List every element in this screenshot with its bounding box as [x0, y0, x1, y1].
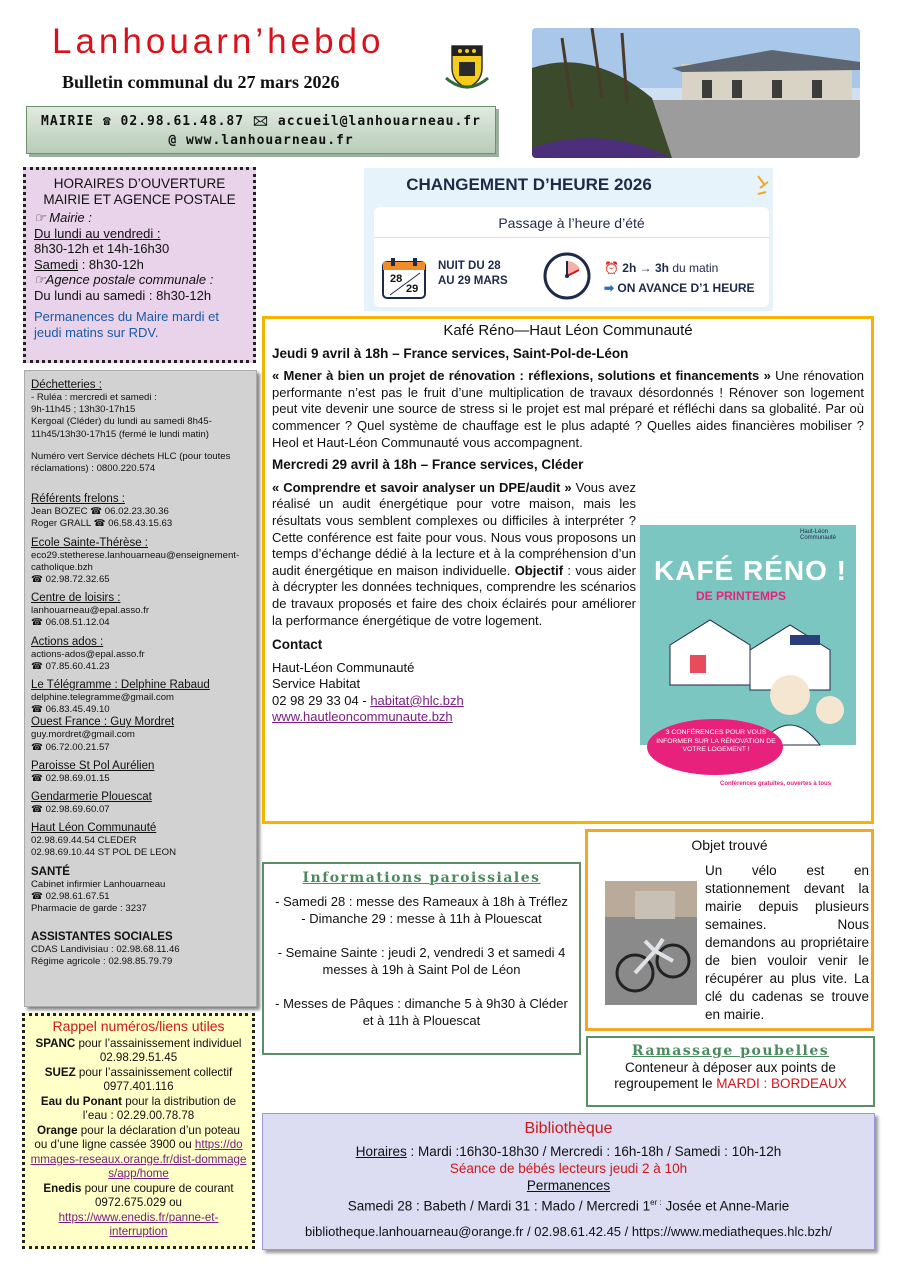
paroisse-line: - Messes de Pâques : dimanche 5 à 9h30 à Cléder et à 11h à Plouescat — [275, 996, 568, 1028]
hlc-phone: 02.98.69.10.44 ST POL DE LEON — [31, 847, 177, 859]
rappel-orange — [30, 1124, 247, 1182]
mairie-phone-email: MAIRIE ☎ 02.98.61.48.87 🖂 accueil@lanhouarneau.fr — [41, 114, 481, 129]
assistantes-title: ASSISTANTES SOCIALES — [31, 931, 173, 944]
dst-subtitle: Passage à l’heure d’été — [374, 215, 769, 238]
ouest-phone: ☎ 06.72.00.21.57 — [31, 741, 110, 753]
sante-line: Cabinet infirmier Lanhouarneau — [31, 878, 166, 890]
hours-title — [34, 176, 245, 207]
kafe-quote2: « Comprendre et savoir analyser un DPE/audit » — [272, 479, 572, 495]
biblio-permanences-line — [271, 1194, 866, 1215]
dechetteries-line: - Ruléa : mercredi et samedi : — [31, 392, 157, 403]
agence-label: ☞Agence postale communale : — [34, 272, 214, 287]
objet-text: Un vélo est en stationnement devant la mairie depuis plusieurs semaines. Nous demandons au propriétaire de bien vouloir venir le récupérer au plus vite. La clé du cadenas se trouve en mairie. — [705, 863, 869, 1022]
calendar-icon — [382, 257, 426, 299]
kafe-event2: Mercredi 29 avril à 18h – France services, Cléder — [272, 457, 584, 473]
telegramme-phone: ☎ 06.83.45.49.10 — [31, 704, 110, 716]
mairie-website[interactable]: @ www.lanhouarneau.fr — [168, 133, 354, 148]
frelons-line: Roger GRALL ☎ 06.58.43.15.63 — [31, 518, 173, 530]
daylight-saving-banner — [364, 168, 773, 311]
sante-title: SANTÉ — [31, 865, 70, 878]
rappel-orange-label: Orange — [36, 1123, 78, 1137]
mairie-label: ☞ Mairie : — [34, 210, 92, 225]
objet-title: Objet trouvé — [691, 837, 768, 853]
orange-link[interactable]: https://dommages-reseaux.orange.fr/dist-dommages/app/home — [30, 1138, 247, 1180]
frelons-line: Jean BOZEC ☎ 06.02.23.30.36 — [31, 506, 169, 518]
kafe-contact-title: Contact — [272, 637, 323, 653]
kafe-website-link[interactable]: www.hautleoncommunaute.bzh — [272, 709, 453, 725]
kafe-paragraph1 — [272, 368, 864, 451]
dechetteries-line: 9h-11h45 ; 13h30-17h15 — [31, 404, 136, 416]
enedis-link[interactable]: https://www.enedis.fr/panne-et-interruption — [58, 1210, 219, 1238]
assistantes-line: CDAS Landivisiau : 02.98.68.11.46 — [31, 944, 180, 956]
loisirs-email[interactable]: lanhouarneau@epal.asso.fr — [31, 605, 150, 617]
loisirs-title: Centre de loisirs : — [31, 592, 121, 605]
paroisse-contact-title: Paroisse St Pol Aurélien — [31, 759, 155, 772]
rappel-enedis-text: pour une coupure de courant 0972.675.029 ou — [81, 1181, 234, 1209]
ecole-title: Ecole Sainte-Thérèse : — [31, 536, 148, 549]
ecole-phone: ☎ 02.98.72.32.65 — [31, 574, 110, 586]
mairie-contact-box — [26, 106, 496, 154]
sante-line: ☎ 02.98.61.67.51 — [31, 890, 110, 902]
dst-change — [604, 258, 755, 298]
permanences-maire: Permanences du Maire mardi et jeudi matins sur RDV. — [34, 309, 219, 340]
mairie-hours: 8h30-12h et 14h-16h30 — [34, 241, 170, 256]
gendarmerie-phone: ☎ 02.98.69.60.07 — [31, 804, 110, 816]
samedi-label: Samedi — [34, 256, 79, 272]
dst-night-line1: NUIT DU 28 — [438, 260, 501, 272]
rappel-eau-label: Eau du Ponant — [40, 1094, 123, 1108]
kafe-quote1: « Mener à bien un projet de rénovation : réflexions, solutions et financements » — [272, 368, 771, 384]
dst-night-line2: AU 29 MARS — [438, 275, 508, 287]
kafe-text1: Une rénovation performante n’est pas le fruit d’une multiplication de travaux désordonnés ! Rénover son logement peut vite devenir une source de stress si le projet est mal préparé et réfléchi dans sa globalité. Par où commencer ? Quel système de chauffage est le plus adapté ? Quelles aides financières mobiliser ? Heol et Haut-Léon Communauté vous accompagnent. — [272, 368, 864, 450]
rappel-suez — [30, 1066, 247, 1095]
rappel-eau — [30, 1095, 247, 1124]
ados-phone: ☎ 07.85.60.41.23 — [31, 660, 110, 672]
alarm-clock-icon: ⏰ — [604, 261, 619, 275]
rappel-suez-label: SUEZ — [44, 1065, 76, 1079]
ramassage-text: Conteneur à déposer aux points de regroupement le — [614, 1060, 836, 1091]
dechetteries-title: Déchetteries : — [31, 379, 102, 391]
ouest-title: Ouest France : Guy Mordret — [31, 716, 175, 729]
frelons-title: Référents frelons : — [31, 493, 125, 506]
kafe-contact-service: Service Habitat — [272, 676, 361, 692]
rappel-eau-text: pour la distribution de l’eau : 02.29.00.78.78 — [82, 1094, 237, 1122]
paroisse-title: Informations paroissiales — [302, 870, 541, 886]
telegramme-title: Le Télégramme : Delphine Rabaud — [31, 679, 210, 692]
waste-collection-box — [586, 1036, 875, 1107]
bulletin-title: Lanhouarn’hebdo — [52, 22, 385, 61]
dechetteries-line: Numéro vert Service déchets HLC (pour toutes réclamations) : 0800.220.574 — [31, 450, 231, 475]
dst-title: CHANGEMENT D’HEURE 2026 — [406, 175, 652, 194]
ramassage-title: Ramassage poubelles — [631, 1043, 830, 1059]
parish-info-box — [262, 862, 581, 1055]
dst-advance: ON AVANCE D’1 HEURE — [617, 281, 755, 295]
ados-title: Actions ados : — [31, 635, 104, 648]
kafe-text3: : vous aider à décrypter les données techniques, comprendre les scénarios de travaux proposés et faire des choix éclairés pour améliorer la performance énergétique de votre logement. — [272, 562, 636, 628]
mairie-days: Du lundi au vendredi : — [34, 225, 161, 241]
rappel-orange-text: pour la déclaration d’un poteau ou d’une ligne cassée 3900 ou — [34, 1123, 241, 1151]
biblio-permanences: Samedi 28 : Babeth / Mardi 31 : Mado / Mercredi 1 — [347, 1198, 651, 1214]
paroisse-line: - Dimanche 29 : messe à 11h à Plouescat — [301, 911, 542, 926]
assistantes-line: Régime agricole : 02.98.85.79.79 — [31, 956, 173, 968]
kafe-contact-org: Haut-Léon Communauté — [272, 659, 415, 675]
arrow-right-icon: ➡ — [604, 281, 615, 295]
kafe-objectif-label: Objectif — [514, 562, 564, 578]
dst-card — [374, 207, 769, 307]
sante-line: Pharmacie de garde : 3237 — [31, 903, 147, 915]
kafe-contact-phone: 02 98 29 33 04 - — [272, 692, 371, 708]
dst-night — [438, 259, 508, 289]
ados-email[interactable]: actions-ados@epal.asso.fr — [31, 648, 145, 660]
rappel-spanc-label: SPANC — [35, 1036, 76, 1050]
opening-hours-box — [23, 167, 256, 363]
hlc-phone: 02.98.69.44.54 CLEDER — [31, 835, 137, 847]
kafe-email-link[interactable]: habitat@hlc.bzh — [370, 692, 464, 708]
useful-contacts-box — [24, 370, 257, 1007]
biblio-contact[interactable]: bibliotheque.lanhouarneau@orange.fr / 02.98.61.42.45 / https://www.mediatheques.hlc.bzh/ — [304, 1223, 833, 1239]
rappel-spanc — [30, 1037, 247, 1066]
clock-icon — [542, 251, 592, 305]
poster-subtitle: DE PRINTEMPS — [696, 589, 787, 603]
biblio-horaires-label: Horaires — [355, 1144, 407, 1159]
rappel-enedis-label: Enedis — [43, 1181, 82, 1195]
kafe-event1: Jeudi 9 avril à 18h – France services, Saint-Pol-de-Léon — [272, 345, 629, 361]
bulletin-subtitle: Bulletin communal du 27 mars 2026 — [62, 72, 340, 92]
ecole-email[interactable]: eco29.stetherese.lanhouarneau@enseignement-catholique.bzh — [31, 549, 240, 573]
ramassage-day: MARDI : BORDEAUX — [716, 1076, 847, 1091]
biblio-perm-sup: er : — [650, 1198, 662, 1207]
kafe-paragraph2 — [272, 480, 636, 629]
calendar-day-28: 28 — [390, 273, 403, 285]
biblio-bebes-lecteurs: Séance de bébés lecteurs jeudi 2 à 10h — [449, 1161, 688, 1176]
bicycle-photo — [605, 881, 697, 1005]
town-crest-logo — [444, 40, 490, 92]
dst-change-hours: 2h → 3h — [622, 261, 669, 275]
hours-title-line2: MAIRIE ET AGENCE POSTALE — [43, 191, 236, 207]
paroisse-phone: ☎ 02.98.69.01.15 — [31, 772, 110, 784]
useful-numbers-box — [22, 1013, 255, 1249]
gendarmerie-title: Gendarmerie Plouescat — [31, 791, 152, 804]
rappel-title: Rappel numéros/liens utiles — [52, 1018, 225, 1034]
loisirs-phone: ☎ 06.08.51.12.04 — [31, 617, 110, 629]
rappel-spanc-text: pour l’assainissement individuel 02.98.29.51.45 — [75, 1036, 242, 1064]
dechetteries-line: Kergoal (Cléder) du lundi au samedi 8h45-11h45/13h30-17h15 (fermé le lundi matin) — [31, 416, 212, 440]
paroisse-line: - Semaine Sainte : jeudi 2, vendredi 3 et samedi 4 messes à 19h à Saint Pol de Léon — [277, 945, 566, 977]
kafe-title: Kafé Réno—Haut Léon Communauté — [443, 322, 693, 339]
biblio-horaires-line — [271, 1143, 866, 1160]
ouest-email[interactable]: guy.mordret@gmail.com — [31, 729, 135, 741]
poster-bubble: 3 CONFÉRENCES POUR VOUS INFORMER SUR LA RÉNOVATION DE VOTRE LOGEMENT ! — [656, 729, 776, 753]
hours-title-line1: HORAIRES D’OUVERTURE — [53, 176, 226, 191]
poster-brand: Haut-Léon Communauté — [800, 529, 837, 541]
biblio-permanences-label: Permanences — [526, 1178, 611, 1193]
biblio-title: Bibliothèque — [524, 1120, 613, 1137]
town-hall-photo — [532, 28, 860, 158]
kafe-text2: Vous avez réalisé un audit énergétique pour votre maison, mais les résultats vous semblent complexes ou difficiles à interpréter ? Cette conférence est faite pour vous. Nous vous proposons un temps d’échange dédié à la lecture et à la compréhension d’un audit énergétique en maison individuelle. — [272, 479, 636, 578]
biblio-perm-end: Josée et Anne-Marie — [661, 1198, 790, 1214]
agence-hours: Du lundi au samedi : 8h30-12h — [34, 287, 212, 303]
poster-footer: Conférences gratuites, ouvertes à tous — [720, 781, 832, 787]
dst-change-suffix: du matin — [668, 261, 719, 275]
calendar-day-29: 29 — [406, 283, 419, 295]
library-box — [262, 1113, 875, 1250]
paroisse-line: - Samedi 28 : messe des Rameaux à 18h à Tréflez — [275, 894, 568, 909]
sun-rays-icon — [756, 174, 772, 202]
rappel-suez-text: pour l’assainissement collectif 0977.401.116 — [75, 1065, 233, 1093]
rappel-enedis — [30, 1182, 247, 1240]
biblio-horaires: : Mardi :16h30-18h30 / Mercredi : 16h-18h / Samedi : 10h-12h — [406, 1144, 782, 1159]
samedi-hours: : 8h30-12h — [78, 256, 144, 272]
poster-title: KAFÉ RÉNO ! — [654, 555, 847, 586]
hlc-title: Haut Léon Communauté — [31, 822, 157, 835]
telegramme-email[interactable]: delphine.telegramme@gmail.com — [31, 692, 175, 704]
kafe-reno-poster — [640, 525, 856, 795]
ramassage-text-line — [594, 1060, 867, 1092]
